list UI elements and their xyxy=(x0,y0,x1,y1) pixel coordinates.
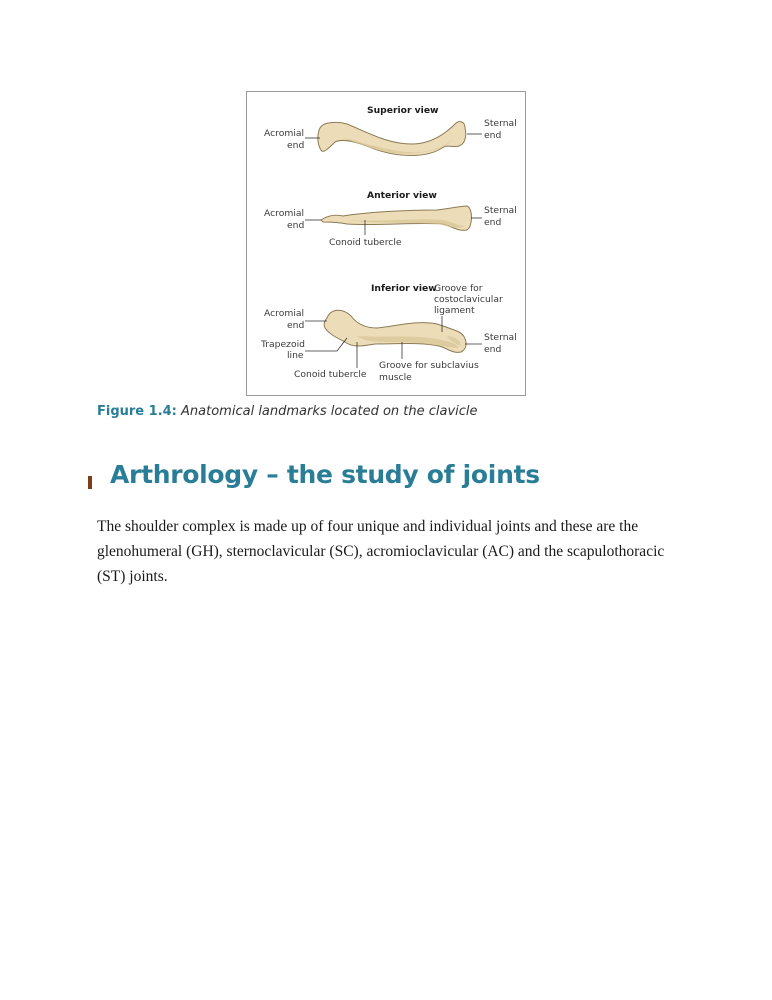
conoid-tubercle-label: Conoid tubercle xyxy=(294,369,367,380)
section-heading: Arthrology – the study of joints xyxy=(110,460,540,489)
anterior-view-title: Anterior view xyxy=(367,190,437,201)
clavicle-illustration xyxy=(247,92,527,397)
costo-groove-label-1: Groove for xyxy=(434,283,483,294)
figure-caption-text: Anatomical landmarks located on the clavicle xyxy=(181,404,478,419)
sternal-label-1: Sternal xyxy=(484,118,517,129)
sternal-label-2: end xyxy=(484,130,502,141)
clavicle-inferior-bone xyxy=(324,310,466,352)
clavicle-superior-bone xyxy=(318,122,466,156)
superior-view-title: Superior view xyxy=(367,105,439,116)
acromial-label-2: end xyxy=(287,320,305,331)
subclavius-groove-label-2: muscle xyxy=(379,372,412,383)
figure-number: Figure 1.4: xyxy=(97,404,177,419)
sternal-label-2: end xyxy=(484,217,502,228)
acromial-label-2: end xyxy=(287,220,305,231)
sternal-label-1: Sternal xyxy=(484,205,517,216)
costo-groove-label-3: ligament xyxy=(434,305,475,316)
trapezoid-line-label-2: line xyxy=(287,350,304,361)
trapezoid-line-label-1: Trapezoid xyxy=(261,339,305,350)
acromial-label-2: end xyxy=(287,140,305,151)
acromial-label-1: Acromial xyxy=(264,308,305,319)
sternal-label-1: Sternal xyxy=(484,332,517,343)
sternal-label-2: end xyxy=(484,344,502,355)
acromial-label-1: Acromial xyxy=(264,128,305,139)
body-paragraph: The shoulder complex is made up of four unique and individual joints and these are the glenohumeral (GH), sternoclavicular (SC), acromioclavicular (AC) and the scapulothoracic (ST) joints. xyxy=(97,518,665,585)
clavicle-figure xyxy=(246,91,526,396)
costo-groove-label-2: costoclavicular xyxy=(434,294,503,305)
conoid-tubercle-label: Conoid tubercle xyxy=(329,237,402,248)
clavicle-anterior-bone xyxy=(321,206,472,230)
acromial-label-1: Acromial xyxy=(264,208,305,219)
inferior-view-title: Inferior view xyxy=(371,283,437,294)
figure-caption xyxy=(97,404,478,419)
subclavius-groove-label-1: Groove for subclavius xyxy=(379,360,479,371)
section-marker-bar xyxy=(88,476,92,489)
